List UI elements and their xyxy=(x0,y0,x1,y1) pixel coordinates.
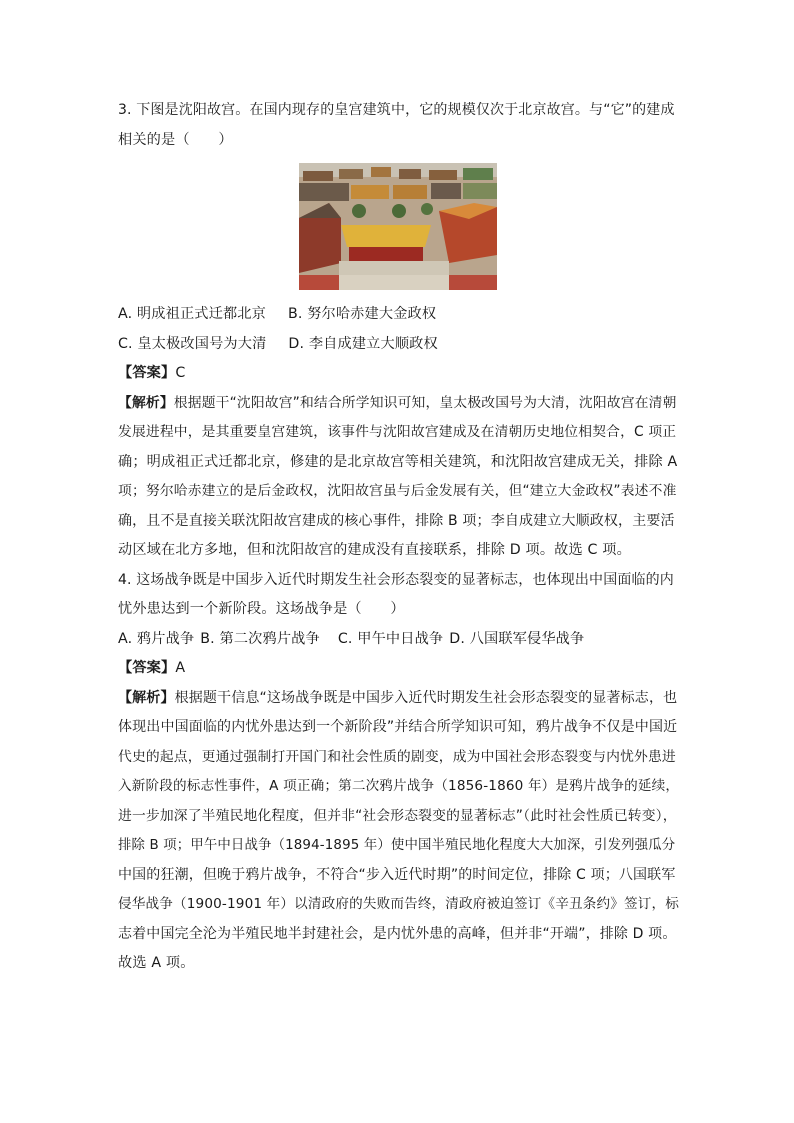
q4-analysis-line-6: 排除 B 项；甲午中日战争（1894-1895 年）使中国半殖民地化程度大大加深，引发列强瓜分 xyxy=(118,838,676,853)
document-page xyxy=(118,96,678,979)
q4-option-a: A. 鸦片战争 xyxy=(118,630,195,647)
q4-answer-tag: 【答案】 xyxy=(118,660,176,676)
q3-analysis-line-1 xyxy=(118,389,678,419)
q3-analysis-line-3: 确；明成祖正式迁都北京，修建的是北京故宫等相关建筑，和沈阳故宫建成无关，排除 A xyxy=(118,453,678,470)
q4-option-d: D. 八国联军侵华战争 xyxy=(449,630,585,647)
q3-options-row-2 xyxy=(118,330,678,360)
q4-analysis-tag: 【解析】 xyxy=(118,689,175,706)
q4-stem-line-2: 忧外患达到一个新阶段。这场战争是（ ） xyxy=(118,601,405,617)
q4-analysis-line-8: 侵华战争（1900-1901 年）以清政府的失败而告终，清政府被迫签订《辛丑条约》签订，标 xyxy=(118,896,679,912)
q4-analysis-line-3: 代史的起点，更通过强制打开国门和社会性质的剧变，成为中国社会形态裂变与内忧外患进 xyxy=(118,748,676,765)
q3-option-c: C. 皇太极改国号为大清 xyxy=(118,335,267,352)
q4-analysis-line-4: 入新阶段的标志性事件，A 项正确；第二次鸦片战争（1856-1860 年）是鸦片战争的延续， xyxy=(118,778,680,794)
q3-answer-value: C xyxy=(175,365,186,381)
q3-answer-tag: 【答案】 xyxy=(118,365,176,381)
q4-analysis-line-7: 中国的狂潮，但晚于鸦片战争，不符合“步入近代时期”的时间定位，排除 C 项；八国联军 xyxy=(118,866,676,883)
q3-analysis-line-2: 发展进程中，是其重要皇宫建筑，该事件与沈阳故宫建成及在清朝历史地位相契合，C 项正 xyxy=(118,424,677,440)
q3-option-d: D. 李自成建立大顺政权 xyxy=(288,335,438,352)
q4-analysis-line-2: 体现出中国面临的内忧外患达到一个新阶段”并结合所学知识可知，鸦片战争不仅是中国近 xyxy=(118,719,678,735)
q3-analysis-text-1: 根据题干“沈阳故宫”和结合所学知识可知，皇太极改国号为大清，沈阳故宫在清朝 xyxy=(173,394,677,411)
q4-analysis-line-5: 进一步加深了半殖民地化程度，但并非“社会形态裂变的显著标志”（此时社会性质已转变）， xyxy=(118,807,677,824)
q3-stem-line-2: 相关的是（ ） xyxy=(118,131,233,148)
q3-analysis-line-4: 项；努尔哈赤建立的是后金政权，沈阳故宫虽与后金发展有关，但“建立大金政权”表述不准 xyxy=(118,483,677,499)
q3-option-b: B. 努尔哈赤建大金政权 xyxy=(287,306,437,322)
q4-answer xyxy=(118,654,678,684)
q3-stem-line-1: 3. 下图是沈阳故宫。在国内现存的皇宫建筑中，它的规模仅次于北京故宫。与“它”的建成 xyxy=(118,102,675,118)
q3-analysis-line-5: 确，且不是直接关联沈阳故宫建成的核心事件，排除 B 项；李自成建立大顺政权，主要活 xyxy=(118,512,675,529)
shenyang-palace-photo xyxy=(299,163,497,290)
q4-analysis-text-1: 根据题干信息“这场战争既是中国步入近代时期发生社会形态裂变的显著标志，也 xyxy=(174,689,678,706)
q3-answer xyxy=(118,359,678,389)
q4-option-c: C. 甲午中日战争 xyxy=(337,630,444,647)
q4-options-row xyxy=(118,625,678,655)
q4-analysis-line-9: 志着中国完全沦为半殖民地半封建社会，是内忧外患的高峰，但并非“开端”，排除 D 项。 xyxy=(118,925,677,942)
q3-option-a: A. 明成祖正式迁都北京 xyxy=(118,306,266,322)
q3-options-row-1 xyxy=(118,300,678,330)
q3-analysis-tag: 【解析】 xyxy=(118,394,174,411)
q3-analysis-line-6: 动区域在北方多地，但和沈阳故宫的建成没有直接联系，排除 D 项。故选 C 项。 xyxy=(118,542,631,558)
q4-option-b: B. 第二次鸦片战争 xyxy=(200,630,320,647)
shenyang-palace-illustration xyxy=(299,163,497,290)
q4-analysis-line-10: 故选 A 项。 xyxy=(118,955,195,971)
q4-stem-line-1: 4. 这场战争既是中国步入近代时期发生社会形态裂变的显著标志，也体现出中国面临的内 xyxy=(118,571,674,588)
q4-answer-value: A xyxy=(175,660,186,676)
q4-analysis-line-1 xyxy=(118,684,678,714)
